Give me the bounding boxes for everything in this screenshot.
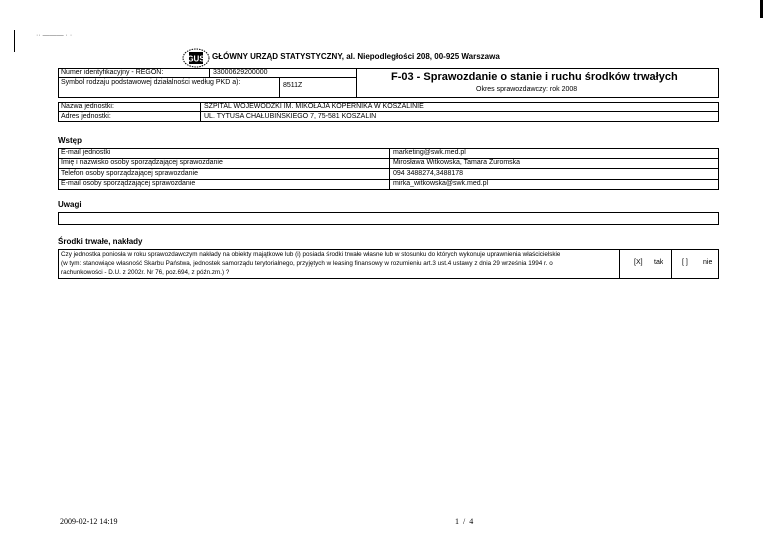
yes-checkbox[interactable]: [X] bbox=[634, 259, 643, 266]
unit-name-value: SZPITAL WOJEWÓDZKI IM. MIKOŁAJA KOPERNIKA W KOSZALINIE bbox=[204, 103, 424, 110]
pkd-label: Symbol rodzaju podstawowej działalności według PKD a): bbox=[61, 79, 241, 86]
reporting-period: Okres sprawozdawczy: rok 2008 bbox=[476, 86, 578, 93]
remarks-field bbox=[58, 212, 719, 225]
no-checkbox[interactable]: [ ] bbox=[682, 259, 688, 266]
remarks-heading: Uwagi bbox=[58, 200, 82, 209]
intro-row-label: Telefon osoby sporządzającej sprawozdanie bbox=[61, 170, 198, 177]
intro-row-value: 094 3488274,3488178 bbox=[393, 170, 464, 177]
intro-row-label: E-mail osoby sporządzającej sprawozdanie bbox=[61, 180, 196, 187]
unit-name-label: Nazwa jednostki: bbox=[61, 103, 114, 110]
page-number: 1 / 4 bbox=[455, 517, 474, 526]
svg-text:GUS: GUS bbox=[187, 54, 205, 64]
scan-mark-top: ·· ——— · · bbox=[36, 32, 73, 39]
unit-address-label: Adres jednostki: bbox=[61, 113, 111, 120]
intro-row-value: marketing@swk.med.pl bbox=[393, 149, 466, 156]
scan-mark-left bbox=[14, 30, 15, 52]
intro-row-label: Imię i nazwisko osoby sporządzającej sprawozdanie bbox=[61, 159, 223, 166]
gus-logo bbox=[181, 48, 211, 68]
form-title: F-03 - Sprawozdanie o stanie i ruchu środków trwałych bbox=[391, 71, 678, 83]
intro-row-label: E-mail jednostki bbox=[61, 149, 111, 156]
assets-heading: Środki trwałe, nakłady bbox=[58, 237, 143, 246]
yes-label: tak bbox=[654, 259, 664, 266]
scan-mark-right bbox=[760, 0, 763, 18]
intro-heading: Wstęp bbox=[58, 136, 82, 145]
print-timestamp: 2009-02-12 14:19 bbox=[60, 517, 118, 526]
unit-address-value: UL. TYTUSA CHAŁUBIŃSKIEGO 7, 75-581 KOSZALIN bbox=[204, 113, 377, 120]
intro-row-value: mirka_witkowska@swk.med.pl bbox=[393, 180, 489, 187]
institution-header: GŁÓWNY URZĄD STATYSTYCZNY, al. Niepodległości 208, 00-925 Warszawa bbox=[212, 52, 500, 61]
regon-label: Numer identyfikacyjny - REGON: bbox=[61, 69, 164, 76]
intro-row-value: Mirosława Witkowska, Tamara Żuromska bbox=[393, 159, 521, 166]
pkd-value: 8511Z bbox=[283, 82, 303, 89]
no-label: nie bbox=[703, 259, 713, 266]
regon-value: 33000629200000 bbox=[213, 69, 268, 76]
assets-question-line: rachunkowości - D.U. z 2002r. Nr 76, poz.694, z późn.zm.) ? bbox=[61, 269, 230, 276]
assets-question-line: Czy jednostka poniosła w roku sprawozdawczym nakłady na obiekty majątkowe lub (i) posiada środki trwałe własne lub w stosunku do których wykonuje uprawnienia właścicielskie bbox=[61, 251, 561, 258]
assets-question-line: (w tym: stanowiące własność Skarbu Państwa, jednostek samorządu terytorialnego, przyjętych w leasing finansowy w rozumieniu art.3 ust.4 ustawy z dnia 29 września 1994 r. o bbox=[61, 260, 553, 267]
